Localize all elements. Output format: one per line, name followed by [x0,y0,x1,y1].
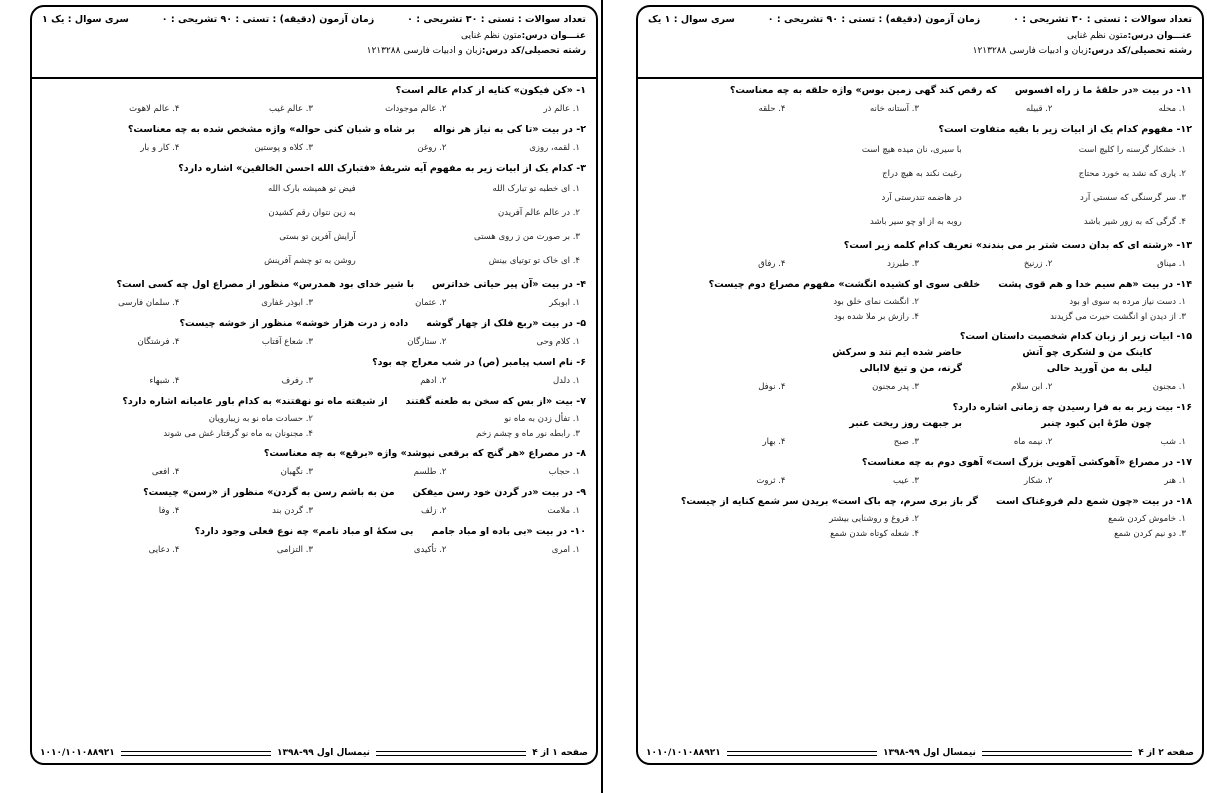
question-stem: ۹- در بیت «در گردن خود رسن میفکن [412,487,586,498]
answer-option: ۳. شعاع آفتاب [261,337,313,347]
exam-page-1 [30,5,598,765]
exam-header [32,7,596,79]
answer-option: ۱. ابوبکر [549,298,580,308]
question-item [40,161,586,277]
question-list [638,79,1202,546]
question-stem: ۷- بیت «از بس که سخن به طعنه گفتند [405,396,586,407]
field-code: زبان و ادبیات فارسی ۱۲۱۳۲۸۸ [972,46,1088,56]
exam-code: ۱۰۱۰/۱۰۱۰۸۸۹۲۱ [39,748,115,758]
course-title-line: عنـــوان درس:متون نظم غنایی [461,31,586,41]
verse-option [646,166,1192,190]
answer-options [646,99,1192,122]
poem-hemistich: چون طرّهٔ این کبود چنبر [1041,418,1152,429]
verse-hemistich-first: ۴. گرگی که به زور شیر باشد [1083,217,1186,227]
answer-options [646,293,1192,329]
answer-option: ۱. میناق [1157,259,1186,269]
question-item [646,83,1192,122]
answer-option: ۱. لقمه، روزی [529,143,580,153]
question-series: سری سوال : ۱ یک [648,14,735,25]
question-item [40,83,586,122]
answer-option: ۳. طبرزد [887,259,919,269]
question-stem: ۱۸- در بیت «چون شمع دلم فروغناک است [995,496,1192,507]
question-stem: ۳- کدام یک از ابیات زیر به مفهوم آیه شریفهٔ «فتبارک الله احسن الخالقین» اشاره دارد؟ [178,163,586,174]
answer-option: ۴. افعی [151,467,180,477]
question-item [40,355,586,394]
answer-options [40,501,586,524]
answer-option: ۲. شکار [1024,476,1053,486]
answer-option: ۳. گردن بند [272,506,313,516]
answer-option: ۳. ابوذر غفاری [261,298,313,308]
verse-hemistich-second: آرایش آفرین تو بستی [279,232,356,242]
exam-header [638,7,1202,79]
answer-options [40,540,586,563]
question-stem: ۱۲- مفهوم کدام یک از ابیات زیر با بقیه متفاوت است؟ [938,124,1192,135]
answer-option: ۱. کلام وحی [536,337,580,347]
exam-code: ۱۰۱۰/۱۰۱۰۸۸۹۲۱ [645,748,721,758]
course-title: متون نظم غنایی [1067,31,1128,41]
course-title: متون نظم غنایی [461,31,522,41]
answer-option: ۴. عالم لاهوت [129,104,180,114]
answer-option: ۲. روغن [417,143,447,153]
answer-option: ۳. عیب [893,476,919,486]
question-stem-continued: که رقص کند گهی زمین بوس» واژه حلقه به چه معناست؟ [729,85,997,96]
answer-option: ۴. نوفل [758,382,786,392]
question-item [646,455,1192,494]
question-text [40,446,586,462]
question-stem: ۱۰- در بیت «بی باده او مباد جامم [431,526,586,537]
poem-hemistich: لیلی به من آورید حالی [1046,363,1152,374]
answer-option: ۲. ابن سلام [1011,382,1053,392]
answer-option: ۱. هنر [1164,476,1186,486]
question-item [646,494,1192,546]
answer-option: ۲. زلف [421,506,447,516]
verse-hemistich-second: به زین نتوان رقم کشیدن [268,208,356,218]
question-text [40,122,586,138]
answer-options [40,410,586,446]
answer-option: ۲. ستارگان [407,337,447,347]
verse-option [40,205,586,229]
verse-hemistich-first: ۲. در عالم عالم آفریدن [498,208,580,218]
answer-options [646,510,1192,546]
answer-option: ۱. حجاب [548,467,580,477]
answer-option: ۳. از دیدن او انگشت حیرت می گزیدند [1050,312,1186,322]
course-title-line: عنـــوان درس:متون نظم غنایی [1067,31,1192,41]
answer-option: ۱. تفأل زدن به ماه نو [504,414,580,424]
footer-rule [727,751,877,756]
question-text [40,355,586,371]
question-item [646,329,1192,400]
question-stem-continued: با شیر خدای بود همدرس» منظور از مصراع اول چه کسی است؟ [116,279,415,290]
answer-option: ۲. نیمه ماه [1013,437,1053,447]
answer-option: ۴. کار و بار [140,143,180,153]
verse-hemistich-first: ۲. یاری که نشد به خورد محتاج [1078,169,1186,179]
question-stem: ۱۴- در بیت «هم سیم خدا و هم قوی پشت [998,279,1192,290]
question-stem: ۲- در بیت «تا کی به نیاز هر نواله [433,124,586,135]
answer-options [40,462,586,485]
verse-option [646,190,1192,214]
question-text [646,277,1192,293]
question-item [40,485,586,524]
exam-time: زمان آزمون (دقیقه) : تستی : ۹۰ تشریحی : ۰ [767,14,981,25]
page-footer [646,745,1194,761]
verse-hemistich-second: روبه به از او چو سیر باشد [869,217,962,227]
question-text [646,83,1192,99]
answer-option: ۳. کلاه و پوستین [254,143,313,153]
question-stem: ۱- «کن فیکون» کنایه از کدام عالم است؟ [395,85,586,96]
question-item [646,277,1192,329]
answer-options [40,99,586,122]
answer-option: ۲. عثمان [415,298,447,308]
question-list [32,79,596,563]
question-text [646,329,1192,345]
answer-option: ۱. ملامت [547,506,580,516]
exam-page-2 [636,5,1204,765]
answer-option: ۳. دو نیم کردن شمع [1114,529,1186,539]
question-text [646,494,1192,510]
question-text [40,316,586,332]
answer-option: ۲. فروغ و روشنایی بیشتر [829,514,919,524]
poem-hemistich: بر جبهت روز ریخت عنبر [849,418,962,429]
verse-hemistich-second: در هاضمه تندرستی آرد [881,193,962,203]
answer-option: ۱. خاموش کردن شمع [1108,514,1186,524]
answer-option: ۴. رازش بر ملا شده بود [834,312,919,322]
answer-option: ۳. آستانه خانه [869,104,919,114]
question-item [646,238,1192,277]
question-stem: ۱۱- در بیت «در حلقهٔ ما ز راه افسوس [1014,85,1192,96]
answer-option: ۴. رفاق [758,259,786,269]
answer-option: ۳. عالم غیب [269,104,313,114]
answer-option: ۲. تأکیدی [413,545,447,555]
answer-option: ۲. ادهم [420,376,447,386]
answer-option: ۴. بهار [762,437,786,447]
answer-options [40,293,586,316]
poem-hemistich: حاضر شده ایم تند و سرکش [832,347,962,358]
question-stem-continued: من به باشم رسن به گردن» منظور از «رسن» چیست؟ [143,487,395,498]
question-stem: ۴- در بیت «آن پیر حیاتی خداترس [432,279,586,290]
question-stem: ۱۶- بیت زیر به به فرا رسیدن چه زمانی اشاره دارد؟ [952,402,1192,413]
poem-verse [646,416,1192,432]
term-label: نیمسال اول ۹۹-۱۳۹۸ [276,748,370,758]
question-item [40,524,586,563]
answer-options [40,332,586,355]
verse-hemistich-first: ۳. سر گرسنگی که سستی آرد [1079,193,1186,203]
question-item [40,446,586,485]
answer-options [646,432,1192,455]
verse-hemistich-second: روشن به تو چشم آفرینش [264,256,356,266]
answer-option: ۴. فرشتگان [137,337,180,347]
verse-options [40,177,586,277]
verse-options [646,138,1192,238]
answer-option: ۱. عالم ذر [543,104,580,114]
question-text [40,277,586,293]
field-line: رشته تحصیلی/کد درس:زبان و ادبیات فارسی ۱۲۱۳۲۸۸ [972,46,1192,56]
question-stem-continued: از شیفته ماه نو نهفتند» به کدام باور عامیانه اشاره دارد؟ [122,396,388,407]
answer-option: ۴. حلقه [758,104,786,114]
question-stem-continued: بی سکهٔ او مباد نامم» چه نوع فعلی وجود دارد؟ [194,526,414,537]
question-item [40,122,586,161]
answer-option: ۳. نگهبان [280,467,313,477]
question-text [646,455,1192,471]
poem-hemistich: کاینک من و لشکری چو آتش [1022,347,1152,358]
answer-option: ۴. شبهاء [149,376,180,386]
verse-option [40,181,586,205]
question-stem: ۸- در مصراع «هر گنج که برقعی نپوشد» واژه «برقع» به چه معناست؟ [263,448,586,459]
answer-option: ۱. مجنون [1152,382,1186,392]
page-number: صفحه ۱ از ۴ [532,748,588,758]
question-text [40,161,586,177]
verse-option [40,229,586,253]
footer-rule [121,751,271,756]
question-stem-continued: بر شاه و شبان کنی حواله» واژه مشخص شده به چه معناست؟ [127,124,416,135]
verse-hemistich-first: ۴. ای خاک تو توتیای بینش [488,256,580,266]
question-item [40,277,586,316]
answer-option: ۱. دست نیاز مرده به سوی او بود [1069,297,1186,307]
answer-option: ۴. مجنونان به ماه نو گرفتار غش می شوند [163,429,313,439]
answer-option: ۲. حسادت ماه نو به زیبارویان [208,414,313,424]
answer-option: ۲. زرنیخ [1023,259,1053,269]
question-stem: ۱۵- ابیات زیر از زبان کدام شخصیت داستان است؟ [959,331,1192,342]
term-label: نیمسال اول ۹۹-۱۳۹۸ [882,748,976,758]
question-text [40,83,586,99]
verse-option [646,142,1192,166]
answer-option: ۴. دعایی [148,545,180,555]
poem-verse [646,361,1192,377]
answer-option: ۳. پدر مجنون [872,382,919,392]
answer-option: ۳. رابطه نور ماه و چشم زخم [476,429,580,439]
answer-options [40,371,586,394]
answer-option: ۳. التزامی [276,545,313,555]
answer-options [646,254,1192,277]
question-series: سری سوال : یک ۱ [42,14,129,25]
poem-verse [646,345,1192,361]
answer-options [646,377,1192,400]
answer-option: ۲. قبیله [1025,104,1053,114]
question-stem: ۶- نام اسب پیامبر (ص) در شب معراج چه بود؟ [372,357,586,368]
answer-option: ۴. سلمان فارسی [118,298,180,308]
answer-option: ۲. طلسم [413,467,447,477]
question-stem: ۵- در بیت «ربع فلک از چهار گوشه [426,318,586,329]
page-number: صفحه ۲ از ۴ [1138,748,1194,758]
question-count: تعداد سوالات : تستی : ۳۰ تشریحی : ۰ [1013,14,1192,25]
poem-hemistich: گرنه، من و تیغ لاابالی [859,363,962,374]
question-text [646,400,1192,416]
question-text [40,394,586,410]
field-line: رشته تحصیلی/کد درس:زبان و ادبیات فارسی ۱۲۱۳۲۸۸ [366,46,586,56]
question-item [40,316,586,355]
question-text [646,122,1192,138]
question-text [40,485,586,501]
answer-option: ۱. دلدل [553,376,580,386]
footer-rule [376,751,526,756]
footer-rule [982,751,1132,756]
verse-hemistich-second: با سیری، نان میده هیچ است [861,145,962,155]
answer-option: ۱. محله [1158,104,1186,114]
question-stem-continued: داده ز درت هزار خوشه» منظور از خوشه چیست؟ [179,318,409,329]
answer-option: ۴. شعله کوتاه شدن شمع [830,529,919,539]
answer-option: ۳. صبح [893,437,919,447]
exam-time: زمان آزمون (دقیقه) : تستی : ۹۰ تشریحی : ۰ [161,14,375,25]
question-item [646,400,1192,455]
answer-option: ۴. ثروت [756,476,786,486]
verse-hemistich-first: ۱. خشکار گرسنه را کلیچ است [1078,145,1186,155]
page-footer [40,745,588,761]
question-item [40,394,586,446]
answer-option: ۲. انگشت نمای خلق بود [833,297,919,307]
verse-hemistich-second: رغبت نکند به هیچ دراج [882,169,962,179]
answer-options [40,138,586,161]
verse-hemistich-first: ۱. ای خطبه تو تبارک الله [492,184,580,194]
answer-option: ۲. عالم موجودات [385,104,447,114]
question-stem-continued: گر باز بری سرم، چه باک است» بریدن سر شمع کنایه از چیست؟ [680,496,978,507]
question-text [646,238,1192,254]
verse-option [40,253,586,277]
question-stem-continued: خلقی سوی او کشیده انگشت» مفهوم مصراع دوم چیست؟ [708,279,981,290]
question-item [646,122,1192,238]
question-stem: ۱۷- در مصراع «آهوکشی آهویی بزرگ است» آهوی دوم به چه معناست؟ [861,457,1192,468]
question-stem: ۱۳- «رشته ای که بدان دست شتر بر می بندند» تعریف کدام کلمه زیر است؟ [843,240,1192,251]
verse-hemistich-second: فیض تو همیشه بارک الله [268,184,356,194]
question-count: تعداد سوالات : تستی : ۳۰ تشریحی : ۰ [407,14,586,25]
answer-option: ۱. امری [551,545,580,555]
answer-option: ۴. وفا [158,506,180,516]
question-text [40,524,586,540]
answer-options [646,471,1192,494]
verse-option [646,214,1192,238]
answer-option: ۳. رفرف [281,376,313,386]
field-code: زبان و ادبیات فارسی ۱۲۱۳۲۸۸ [366,46,482,56]
verse-hemistich-first: ۳. بر صورت من ز روی هستی [474,232,580,242]
answer-option: ۱. شب [1160,437,1186,447]
page-divider [601,0,603,793]
